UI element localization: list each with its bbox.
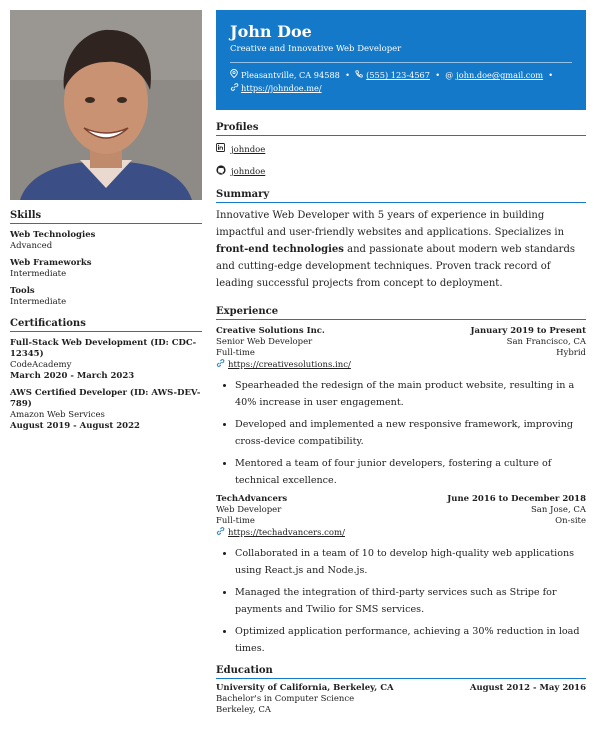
job-dates: January 2019 to Present [470, 326, 586, 336]
profile-github [216, 165, 586, 179]
profiles-title: Profiles [216, 122, 586, 136]
education-dates: August 2012 - May 2016 [469, 683, 586, 693]
job-url-row [216, 527, 586, 539]
linkedin-link[interactable]: johndoe [231, 144, 266, 155]
job-bullet: • Managed the integration of third-party services such as Stripe for payments and Twilio for SMS services. [235, 584, 586, 618]
job-url-row [216, 359, 586, 371]
link-icon [216, 359, 228, 371]
location-text: Pleasantville, CA 94588 [241, 70, 340, 80]
skill-item [10, 286, 202, 308]
job-type: Full-time [216, 348, 255, 358]
job-bullet: • Developed and implemented a new responsive framework, improving cross-device compatibility. [235, 416, 586, 450]
certifications-title: Certifications [10, 318, 202, 332]
job-subheader [216, 505, 586, 516]
skill-item [10, 258, 202, 280]
cert-item [10, 388, 202, 432]
header-divider [230, 62, 572, 63]
profile-photo [10, 10, 202, 200]
education-location-row [216, 705, 586, 716]
github-icon [216, 165, 228, 179]
link-icon [216, 527, 228, 539]
experience-title: Experience [216, 306, 586, 320]
profile-linkedin [216, 143, 586, 156]
skill-level: Intermediate [10, 297, 67, 307]
main-content [216, 10, 586, 716]
job-bullets [216, 377, 586, 489]
skill-name: Tools [10, 286, 35, 296]
website-link[interactable]: https://johndoe.me/ [241, 83, 322, 93]
person-name: John Doe [230, 22, 312, 41]
job-subheader [216, 337, 586, 348]
skill-level: Advanced [10, 241, 53, 251]
cert-date: August 2019 - August 2022 [10, 421, 140, 431]
linkedin-icon [216, 143, 228, 156]
degree: Bachelor's in Computer Science [216, 694, 355, 704]
job-type: Full-time [216, 516, 255, 526]
job-mode: Hybrid [556, 348, 586, 358]
experience-section [216, 306, 586, 657]
job-bullet: • Spearheaded the redesign of the main product website, resulting in a 40% increase in user engagement. [235, 377, 586, 411]
job-header [216, 494, 586, 505]
certifications-section [10, 318, 202, 432]
company: Creative Solutions Inc. [216, 326, 325, 336]
education-degree-row [216, 694, 586, 705]
school: University of California, Berkeley, CA [216, 683, 394, 693]
job-header [216, 326, 586, 337]
company: TechAdvancers [216, 494, 288, 504]
contact-line [230, 69, 572, 95]
job-mode: On-site [555, 516, 586, 526]
job-dates: June 2016 to December 2018 [447, 494, 586, 504]
cert-item [10, 338, 202, 382]
sidebar [10, 10, 202, 432]
summary-highlight: front-end technologies [216, 244, 344, 255]
skill-name: Web Frameworks [10, 258, 92, 268]
skill-name: Web Technologies [10, 230, 96, 240]
phone-icon [355, 69, 364, 82]
phone-link[interactable]: (555) 123-4567 [366, 70, 430, 80]
header [216, 10, 586, 110]
separator: • [342, 70, 353, 80]
education-location: Berkeley, CA [216, 705, 271, 715]
link-icon [230, 82, 239, 95]
education-section [216, 665, 586, 716]
summary-title: Summary [216, 189, 586, 203]
job-url[interactable]: https://creativesolutions.inc/ [228, 360, 351, 370]
job-role: Web Developer [216, 505, 282, 515]
summary-text [216, 207, 586, 292]
cert-name: AWS Certified Developer (ID: AWS-DEV-789) [10, 388, 201, 409]
cert-issuer: CodeAcademy [10, 360, 72, 370]
separator: • [545, 70, 554, 80]
job-location: San Francisco, CA [506, 337, 586, 347]
profiles-section [216, 122, 586, 179]
job-entry [216, 494, 586, 657]
job-url[interactable]: https://techadvancers.com/ [228, 528, 345, 538]
skills-title: Skills [10, 210, 202, 224]
job-subheader [216, 516, 586, 527]
job-subheader [216, 348, 586, 359]
job-entry [216, 326, 586, 489]
headline: Creative and Innovative Web Developer [230, 44, 402, 54]
at-icon: @ [445, 71, 454, 80]
job-bullet: • Mentored a team of four junior developers, fostering a culture of technical excellence. [235, 455, 586, 489]
map-pin-icon [230, 69, 239, 82]
job-role: Senior Web Developer [216, 337, 313, 347]
email-link[interactable]: john.doe@gmail.com [456, 70, 544, 80]
summary-section [216, 189, 586, 292]
education-title: Education [216, 665, 586, 679]
cert-issuer: Amazon Web Services [10, 410, 105, 420]
github-link[interactable]: johndoe [231, 167, 266, 177]
cert-name: Full-Stack Web Development (ID: CDC-12345) [10, 338, 197, 359]
summary-text-part: and passionate about modern web standards and cutting-edge development techniques. Proven track record of leading successful projects from concept to deployment. [216, 244, 575, 289]
summary-text-part: Innovative Web Developer with 5 years of experience in building impactful and user-friendly websites and applications. Specializes in [216, 210, 565, 238]
skill-item [10, 230, 202, 252]
education-header [216, 683, 586, 694]
cert-date: March 2020 - March 2023 [10, 371, 135, 381]
job-location: San Jose, CA [530, 505, 586, 515]
separator: • [432, 70, 443, 80]
job-bullet: • Optimized application performance, achieving a 30% reduction in load times. [235, 623, 586, 657]
job-bullet: • Collaborated in a team of 10 to develop high-quality web applications using React.js and Node.js. [235, 545, 586, 579]
skill-level: Intermediate [10, 269, 67, 279]
skills-section [10, 210, 202, 308]
job-bullets [216, 545, 586, 657]
